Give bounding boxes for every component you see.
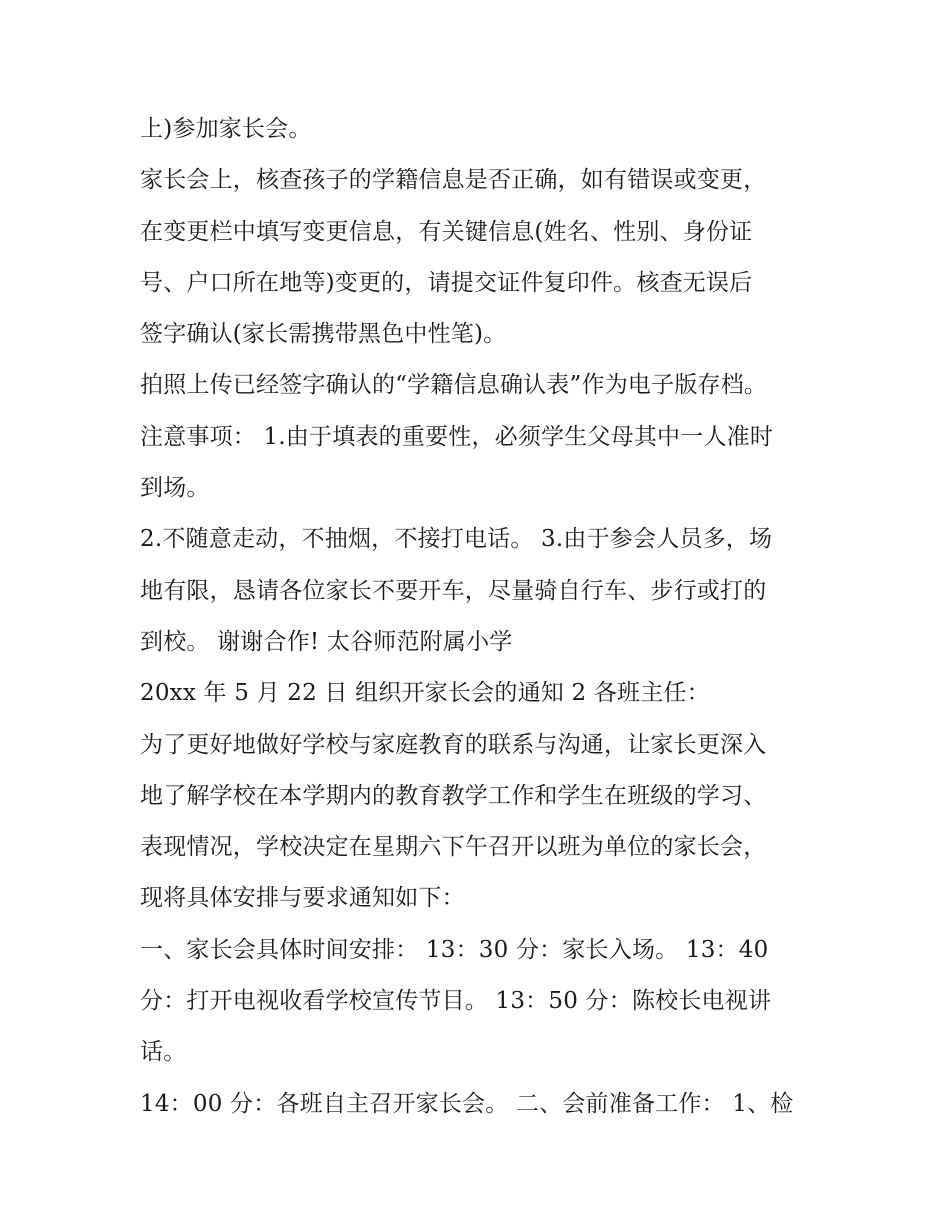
text-line: 分：打开电视收看学校宣传节目。 13：50 分：陈校长电视讲 [140, 988, 772, 1015]
text-line: 拍照上传已经签字确认的“学籍信息确认表”作为电子版存档。 [140, 372, 768, 399]
text-line: 现将具体安排与要求通知如下： [140, 885, 465, 912]
text-line: 14：00 分：各班自主召开家长会。 二、会前准备工作： 1、检 [140, 1090, 794, 1117]
text-line: 20xx 年 5 月 22 日 组织开家长会的通知 2 各班主任： [140, 680, 710, 707]
text-line: 为了更好地做好学校与家庭教育的联系与沟通，让家长更深入 [140, 731, 767, 758]
text-line: 话。 [140, 1039, 187, 1066]
text-line: 到校。 谢谢合作! 太谷师范附属小学 [140, 628, 513, 655]
text-line: 家长会上，核查孩子的学籍信息是否正确，如有错误或变更， [140, 167, 767, 194]
text-line: 在变更栏中填写变更信息，有关键信息(姓名、性别、身份证 [140, 218, 753, 245]
text-line: 地有限，恳请各位家长不要开车，尽量骑自行车、步行或打的 [140, 577, 767, 604]
text-line: 号、户口所在地等)变更的，请提交证件复印件。核查无误后 [140, 269, 753, 296]
document-body [140, 104, 820, 1130]
text-line: 到场。 [140, 475, 210, 502]
text-line: 地了解学校在本学期内的教育教学工作和学生在班级的学习、 [140, 782, 767, 809]
text-line: 一、家长会具体时间安排： 13：30 分：家长入场。 13：40 [140, 936, 769, 963]
text-line: 表现情况，学校决定在星期六下午召开以班为单位的家长会， [140, 834, 767, 861]
text-line: 签字确认(家长需携带黑色中性笔)。 [140, 321, 507, 348]
text-line: 注意事项： 1.由于填表的重要性，必须学生父母其中一人准时 [140, 423, 774, 450]
text-line: 上)参加家长会。 [140, 116, 312, 142]
text-line: 2.不随意走动，不抽烟，不接打电话。 3.由于参会人员多，场 [140, 526, 773, 553]
